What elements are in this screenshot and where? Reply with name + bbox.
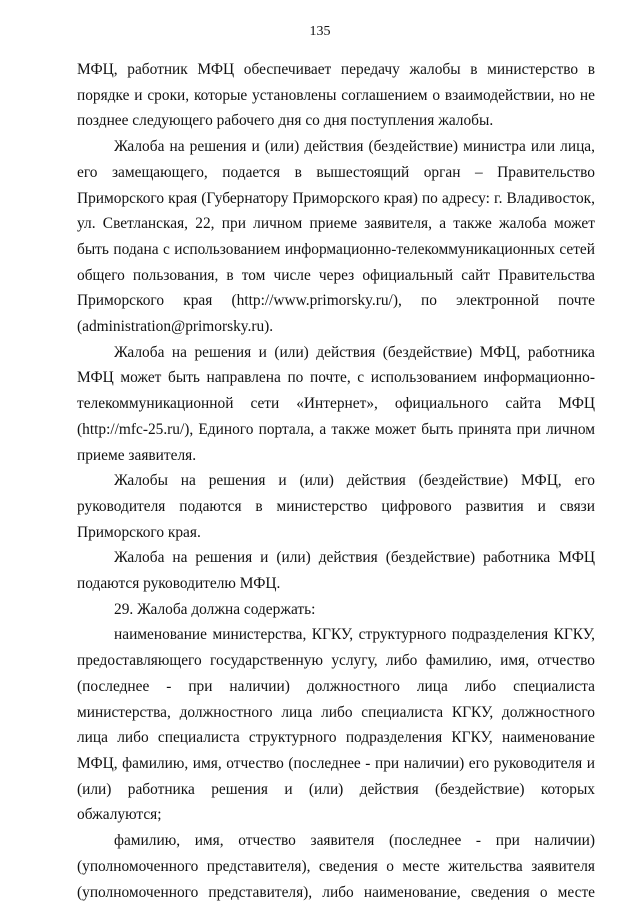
paragraph-requirement-applicant: фамилию, имя, отчество заявителя (последнее - при наличии) (уполномоченного представителя), сведения о месте жительства заявителя (уполномоченного представителя), либо наименование, сведения о месте <box>77 832 595 901</box>
page-number: 135 <box>309 24 331 39</box>
paragraph-mfc-head-complaint: Жалобы на решения и (или) действия (бездействие) МФЦ, его руководителя подаются в министерство цифрового развития и связи Приморского края. <box>77 472 595 541</box>
paragraph-section-29: 29. Жалоба должна содержать: <box>114 600 316 618</box>
paragraph-requirement-name: наименование министерства, КГКУ, структурного подразделения КГКУ, предоставляющего государственную услугу, либо фамилию, имя, отчество (последнее - при наличии) должностного лица либо специалиста министерства, должностного лица либо специалиста КГКУ, должностного лица либо специалиста структурного подразделения КГКУ, наименование МФЦ, фамилию, имя, отчество (последнее - при наличии) его руководителя и (или) работника решения и (или) действия (бездействие) которых обжалуются; <box>77 626 595 824</box>
paragraph-mfc-transfer: МФЦ, работник МФЦ обеспечивает передачу жалобы в министерство в порядке и сроки, которые установлены соглашением о взаимодействии, но не позднее следующего рабочего дня со дня поступления жалобы. <box>77 61 595 130</box>
paragraph-minister-complaint: Жалоба на решения и (или) действия (бездействие) министра или лица, его замещающего, подается в вышестоящий орган – Правительство Приморского края (Губернатору Приморского края) по адресу: г. Владивосток, ул. Светланская, 22, при личном приеме заявителя, а также жалоба может быть подана с использованием информационно-телекоммуникационных сетей общего пользования, в том числе через официальный сайт Правительства Приморского края (http://www.primorsky.ru/), по электронной почте (administration@primorsky.ru). <box>77 138 595 336</box>
document-body <box>77 57 595 905</box>
paragraph-mfc-worker-complaint: Жалоба на решения и (или) действия (бездействие) МФЦ, работника МФЦ может быть направлена по почте, с использованием информационно-телекоммуникационной сети «Интернет», официального сайта МФЦ (http://mfc-25.ru/), Единого портала, а также может быть принята при личном приеме заявителя. <box>77 343 595 464</box>
paragraph-worker-complaint: Жалоба на решения и (или) действия (бездействие) работника МФЦ подаются руководителю МФЦ. <box>77 549 595 593</box>
